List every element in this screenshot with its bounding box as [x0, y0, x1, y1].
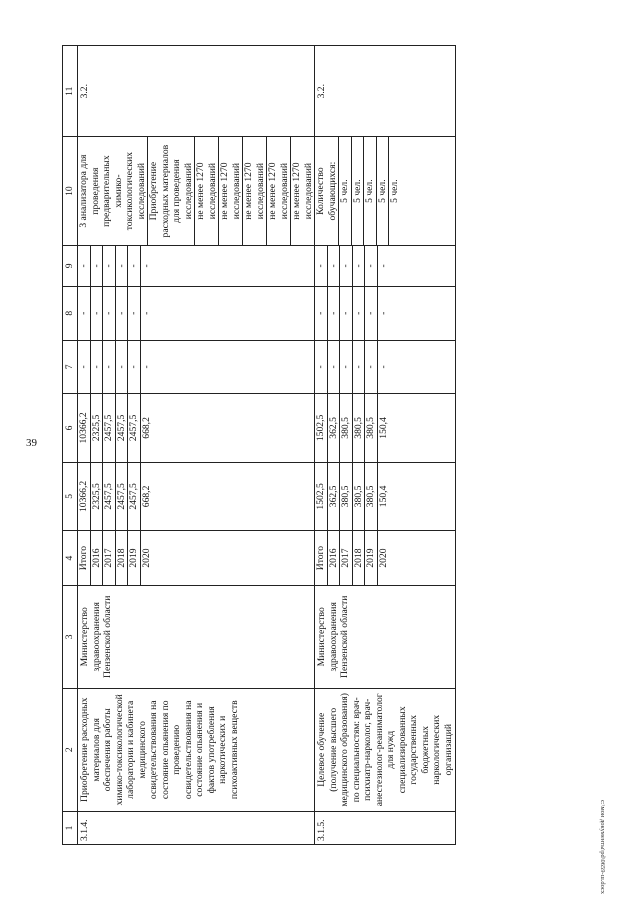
row-number: 3.1.5.: [315, 811, 456, 844]
row-link: 3.2.: [78, 46, 315, 137]
cell-value: -: [315, 287, 327, 340]
col-9-list: [315, 246, 389, 286]
table-row: [78, 46, 315, 845]
cell-value: -: [78, 246, 90, 286]
cell-value: -: [327, 341, 340, 394]
cell-value: -: [327, 246, 340, 286]
cell-value: Приобретение расходных материалов для проведения исследований: [148, 137, 195, 244]
cell-value: -: [90, 246, 103, 286]
col-9: [315, 245, 456, 286]
cell-value: Количество обучающихся:: [315, 137, 339, 244]
cell-value: 10366,2: [78, 394, 90, 461]
cell-value: 380,5: [352, 394, 365, 461]
cell-value: -: [103, 246, 116, 286]
cell-value: -: [377, 365, 389, 369]
cell-value: 668,2: [140, 485, 152, 508]
cell-value: 362,5: [327, 394, 340, 461]
cell-value: -: [340, 341, 353, 394]
cell-value: -: [90, 341, 103, 394]
cell-value: 2020: [140, 548, 152, 568]
column-header: 1: [63, 811, 78, 844]
cell-value: 2457,5: [103, 463, 116, 530]
column-header: 3: [63, 585, 78, 688]
cell-value: -: [352, 341, 365, 394]
cell-value: 2018: [352, 531, 365, 585]
cell-value: 10366,2: [78, 463, 90, 530]
cell-value: 2457,5: [128, 463, 141, 530]
cell-value: 2016: [90, 531, 103, 585]
col-8-list: [315, 287, 389, 340]
cell-value: 5 чел.: [389, 179, 400, 203]
cell-value: -: [78, 287, 90, 340]
col-total-list: [315, 463, 389, 530]
cell-value: 2019: [128, 531, 141, 585]
cell-value: -: [315, 246, 327, 286]
column-header: 11: [63, 46, 78, 137]
cell-value: 2016: [327, 531, 340, 585]
cell-value: -: [365, 287, 378, 340]
cell-value: Итого: [315, 531, 327, 585]
col-7-list: [78, 341, 152, 394]
col-years-list: [78, 531, 152, 585]
row-name: Целевое обучение (получение высшего медицинского образования) по специальностям: врач-психиатр-нарколог, врач-анестезиолог-реаниматолог для нужд специализированных государственных бюджетных наркологических организаций: [315, 688, 456, 811]
cell-value: 380,5: [340, 463, 353, 530]
page-number: 39: [26, 437, 37, 449]
cell-value: -: [140, 264, 152, 268]
col-7: [315, 340, 456, 394]
cell-value: -: [377, 311, 389, 315]
col-total-list: [78, 463, 152, 530]
cell-value: -: [327, 287, 340, 340]
cell-value: -: [352, 246, 365, 286]
cell-value: не менее 1270 исследований: [291, 162, 314, 220]
cell-value: 668,2: [140, 417, 152, 439]
cell-value: -: [115, 287, 128, 340]
cell-value: -: [340, 287, 353, 340]
col-regional-list: [78, 394, 152, 461]
row-name: Приобретение расходных материалов для обеспечения работы химико-токсикологической лаборатории и кабинета медицинского освидетельствования на состояние опьянения по проведению освидетельствования на состояние опьянения и фактов употребления наркотических и психоактивных веществ: [78, 688, 315, 811]
cell-value: 1502,5: [315, 394, 327, 461]
cell-value: 2017: [340, 531, 353, 585]
cell-value: не менее 1270 исследований: [243, 137, 267, 244]
cell-value: -: [340, 246, 353, 286]
cell-value: 5 чел.: [364, 137, 377, 244]
cell-value: 2457,5: [103, 394, 116, 461]
cell-value: 1502,5: [315, 463, 327, 530]
cell-value: не менее 1270 исследований: [267, 137, 291, 244]
col-indicators-list: [78, 137, 314, 244]
cell-value: не менее 1270 исследований: [219, 137, 243, 244]
cell-value: -: [352, 287, 365, 340]
col-total: [78, 462, 315, 530]
column-header: 2: [63, 688, 78, 811]
col-years: [315, 531, 456, 586]
cell-value: -: [78, 341, 90, 394]
program-table: [62, 45, 456, 845]
col-total: [315, 462, 456, 530]
col-indicators: [78, 137, 315, 245]
cell-value: -: [90, 287, 103, 340]
col-7-list: [315, 341, 389, 394]
cell-value: Итого: [78, 531, 90, 585]
rotated-table-stage: [62, 45, 612, 845]
column-header: 6: [63, 394, 78, 462]
cell-value: 2018: [115, 531, 128, 585]
cell-value: 2457,5: [128, 394, 141, 461]
col-7: [78, 340, 315, 394]
cell-value: 5 чел.: [339, 137, 352, 244]
column-header: 4: [63, 531, 78, 586]
cell-value: 362,5: [327, 463, 340, 530]
column-header: 10: [63, 137, 78, 245]
cell-note: 3 анализатора для проведения предварительных химико-токсикологических исследований: [78, 137, 148, 244]
column-header: 8: [63, 286, 78, 340]
col-9: [78, 245, 315, 286]
cell-value: -: [140, 365, 152, 369]
col-regional-list: [315, 394, 389, 461]
col-regional: [315, 394, 456, 462]
col-years: [78, 531, 315, 586]
cell-value: 380,5: [365, 463, 378, 530]
cell-value: 2325,5: [90, 394, 103, 461]
cell-value: -: [365, 341, 378, 394]
cell-value: 2020: [377, 548, 389, 568]
cell-value: -: [103, 341, 116, 394]
cell-value: 2457,5: [115, 463, 128, 530]
cell-value: -: [115, 341, 128, 394]
col-9-list: [78, 246, 152, 286]
footer-file-path: c:\мои документы\pd\0659-ш.docx: [599, 800, 606, 894]
col-8: [78, 286, 315, 340]
row-number: 3.1.4.: [78, 811, 315, 844]
cell-value: 380,5: [365, 394, 378, 461]
cell-value: -: [128, 246, 141, 286]
cell-value: 380,5: [352, 463, 365, 530]
cell-value: -: [140, 311, 152, 315]
cell-value: 2457,5: [115, 394, 128, 461]
cell-value: -: [115, 246, 128, 286]
col-8-list: [78, 287, 152, 340]
row-link: 3.2.: [315, 46, 456, 137]
cell-value: не менее 1270 исследований: [195, 137, 219, 244]
column-header: 7: [63, 340, 78, 394]
cell-value: 5 чел.: [351, 137, 364, 244]
cell-value: 150,4: [377, 417, 389, 439]
cell-value: 380,5: [340, 394, 353, 461]
cell-value: 150,4: [377, 485, 389, 508]
cell-value: 2017: [103, 531, 116, 585]
row-executor: Министерство здравоохранения Пензенской области: [78, 585, 315, 688]
cell-value: 2325,5: [90, 463, 103, 530]
col-indicators: [315, 137, 456, 245]
col-years-list: [315, 531, 389, 585]
row-executor: Министерство здравоохранения Пензенской области: [315, 585, 456, 688]
cell-value: -: [377, 264, 389, 268]
cell-value: 2019: [365, 531, 378, 585]
col-indicators-list: [315, 137, 401, 244]
cell-value: 5 чел.: [376, 137, 389, 244]
column-header: 5: [63, 462, 78, 530]
table-row: [315, 46, 456, 845]
cell-value: -: [315, 341, 327, 394]
column-header: 9: [63, 245, 78, 286]
cell-value: -: [103, 287, 116, 340]
cell-value: -: [128, 341, 141, 394]
col-8: [315, 286, 456, 340]
header-row: [63, 46, 78, 845]
col-regional: [78, 394, 315, 462]
cell-value: -: [365, 246, 378, 286]
cell-value: -: [128, 287, 141, 340]
